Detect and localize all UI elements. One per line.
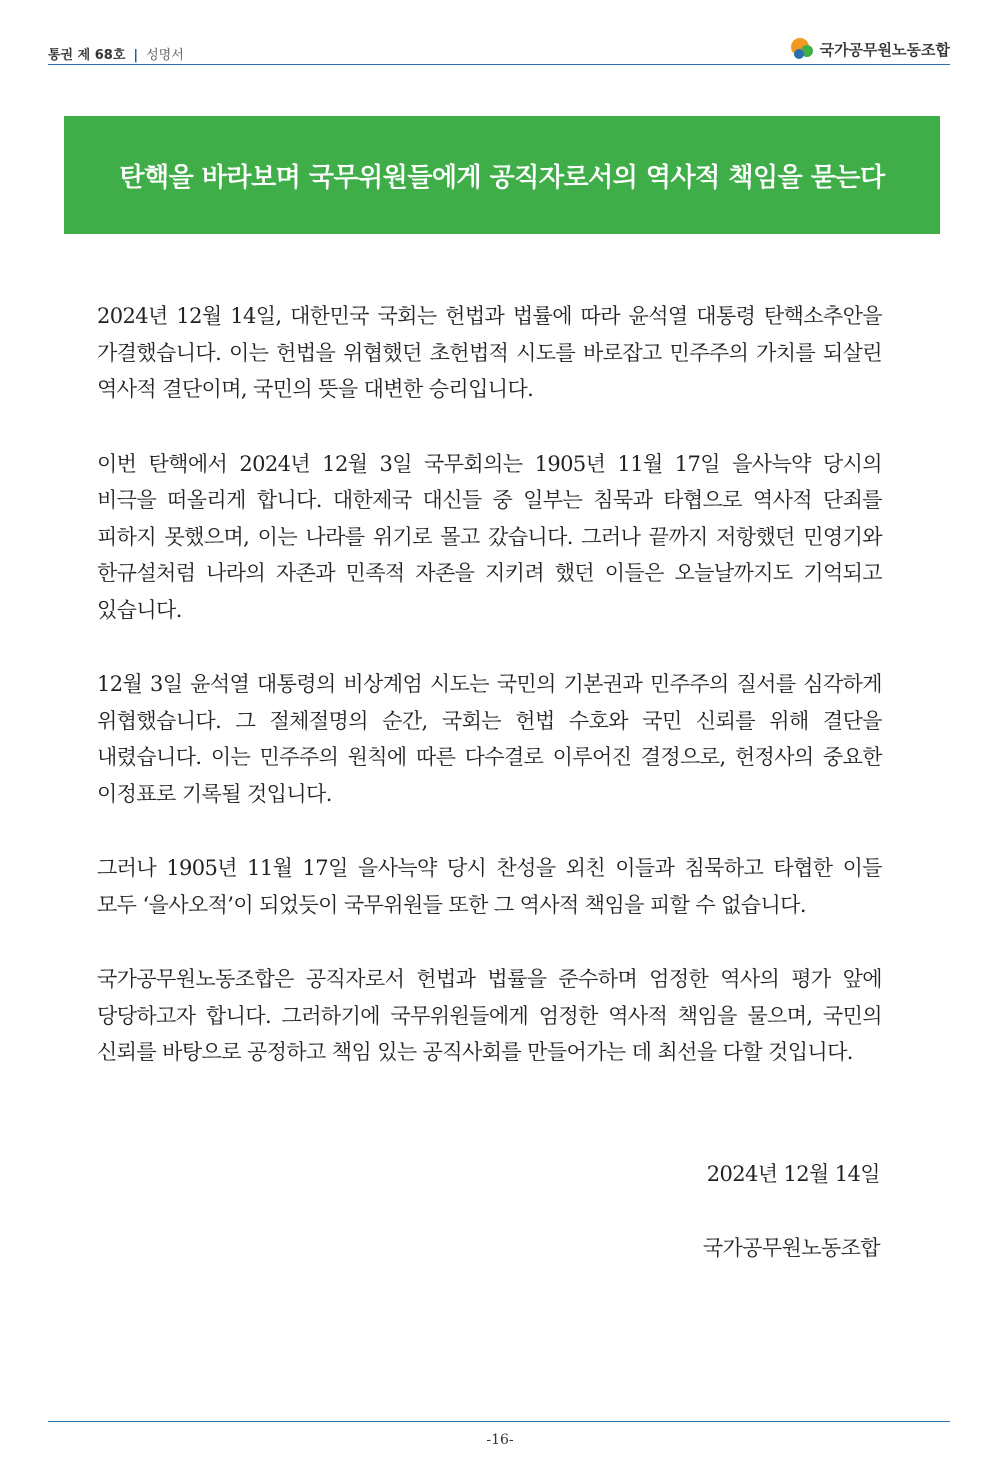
statement-body bbox=[97, 298, 882, 1109]
title-banner bbox=[64, 116, 940, 234]
page-title: 탄핵을 바라보며 국무위원들에게 공직자로서의 역사적 책임을 묻는다 bbox=[119, 162, 885, 193]
paragraph: 이번 탄핵에서 2024년 12월 3일 국무회의는 1905년 11월 17일 을사늑약 당시의 비극을 떠올리게 합니다. 대한제국 대신들 중 일부는 침묵과 타협으로 역사적 단죄를 피하지 못했으며, 이는 나라를 위기로 몰고 갔습니다. 그러나 끝까지 저항했던 민영기와 한규설처럼 나라의 자존과 민족적 자존을 지키려 했던 이들은 오늘날까지도 기억되고 있습니다. bbox=[97, 451, 882, 622]
signature: 국가공무원노동조합 bbox=[702, 1236, 880, 1260]
paragraph: 2024년 12월 14일, 대한민국 국회는 헌법과 법률에 따라 윤석열 대통령 탄핵소추안을 가결했습니다. 이는 헌법을 위협했던 초헌법적 시도를 바로잡고 민주주의 가치를 되살린 역사적 결단이며, 국민의 뜻을 대변한 승리입니다. bbox=[97, 304, 882, 401]
org-logo-text: 국가공무원노동조합 bbox=[819, 40, 950, 59]
statement-date: 2024년 12월 14일 bbox=[706, 1162, 880, 1186]
paragraph: 국가공무원노동조합은 공직자로서 헌법과 법률을 준수하며 엄정한 역사의 평가 앞에 당당하고자 합니다. 그러하기에 국무위원들에게 엄정한 역사적 책임을 물으며, 국민의 신뢰를 바탕으로 공정하고 책임 있는 공직사회를 만들어가는 데 최선을 다할 것입니다. bbox=[97, 967, 882, 1064]
paragraph: 그러나 1905년 11월 17일 을사늑약 당시 찬성을 외친 이들과 침묵하고 타협한 이들 모두 ‘을사오적’이 되었듯이 국무위원들 또한 그 역사적 책임을 피할 수 없습니다. bbox=[97, 856, 882, 917]
footer-rule bbox=[48, 1421, 950, 1422]
union-logo-icon bbox=[789, 36, 815, 62]
paragraph: 12월 3일 윤석열 대통령의 비상계엄 시도는 국민의 기본권과 민주주의 질서를 심각하게 위협했습니다. 그 절체절명의 순간, 국회는 헌법 수호와 국민 신뢰를 위해 결단을 내렸습니다. 이는 민주주의 원칙에 따른 다수결로 이루어진 결정으로, 헌정사의 중요한 이정표로 기록될 것입니다. bbox=[97, 672, 882, 806]
header-separator: | bbox=[133, 48, 139, 63]
issue-volume: 통권 제 68호 bbox=[48, 48, 126, 63]
document-kind: 성명서 bbox=[146, 48, 184, 63]
page-number: -16- bbox=[486, 1432, 514, 1448]
org-logo bbox=[789, 36, 950, 62]
header-rule bbox=[48, 64, 950, 65]
issue-header bbox=[48, 44, 184, 63]
